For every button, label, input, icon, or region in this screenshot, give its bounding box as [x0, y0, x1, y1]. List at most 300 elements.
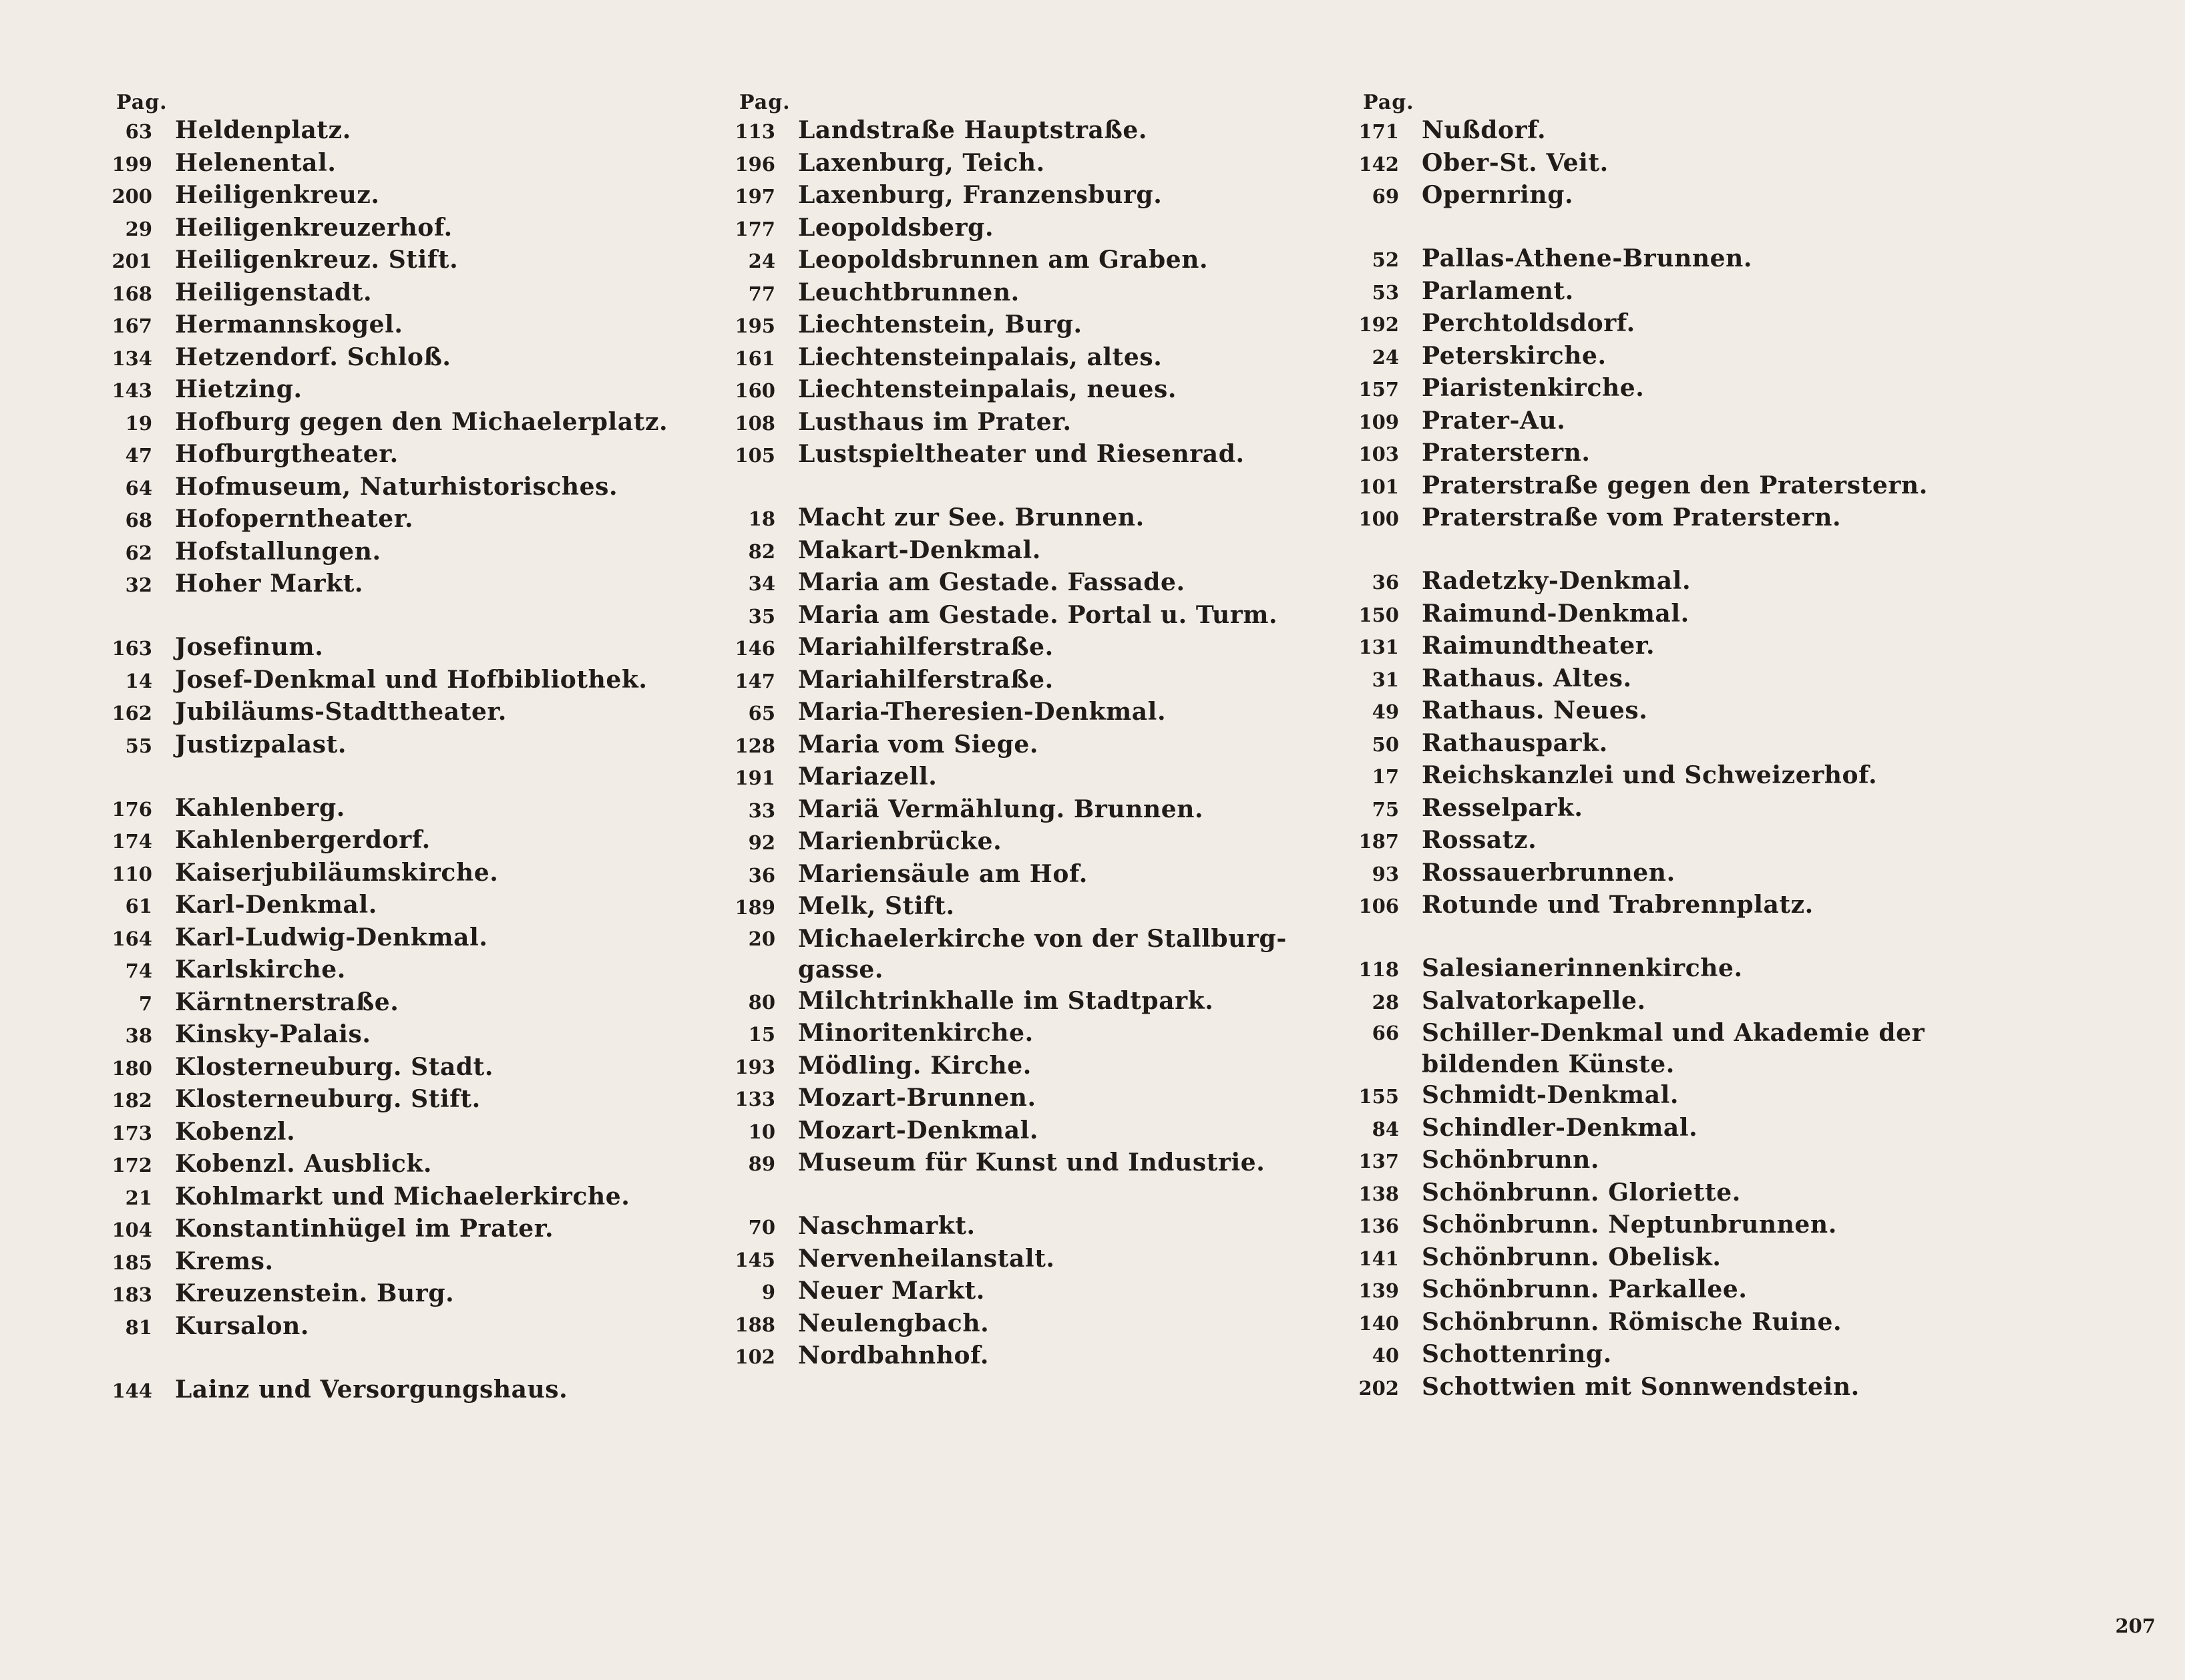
index-entry [107, 536, 708, 569]
entry-name: Michaelerkirche von der Stallburg- gasse. [798, 924, 1287, 984]
entry-page-number: 157 [1358, 378, 1399, 401]
index-entry [730, 115, 1331, 148]
entry-name: Kobenzl. Ausblick. [175, 1150, 433, 1178]
entry-name: Raimundtheater. [1422, 632, 1655, 660]
entry-name: Piaristenkirche. [1422, 374, 1645, 402]
entry-name: Rossatz. [1422, 826, 1537, 854]
entry-page-number: 33 [748, 799, 775, 822]
index-entry [730, 374, 1331, 407]
entry-page-number: 100 [1358, 507, 1399, 530]
entry-page-number: 177 [735, 217, 775, 240]
index-entry [1354, 276, 1955, 308]
index-entry [730, 761, 1331, 794]
entry-name: Lainz und Versorgungshaus. [175, 1375, 568, 1404]
entry-page-number: 102 [735, 1345, 775, 1368]
entry-page-number: 163 [112, 637, 152, 660]
index-entry [1354, 630, 1955, 663]
index-entry [107, 1019, 708, 1052]
index-entry [1354, 1112, 1955, 1145]
entry-name: Liechtensteinpalais, neues. [798, 375, 1177, 403]
index-entry [107, 342, 708, 375]
entry-name: Schottenring. [1422, 1340, 1612, 1368]
index-entry [1354, 760, 1955, 793]
entry-name: Hofoperntheater. [175, 505, 414, 533]
index-entry [1354, 953, 1955, 986]
index-entry [730, 535, 1331, 568]
entry-name: Maria vom Siege. [798, 730, 1039, 759]
entry-page-number: 64 [125, 476, 152, 499]
entry-page-number: 141 [1358, 1247, 1399, 1270]
entry-page-number: 150 [1358, 603, 1399, 626]
index-entry [1354, 1080, 1955, 1112]
index-entry [730, 664, 1331, 697]
entry-name: Kärntnerstraße. [175, 988, 399, 1016]
index-entry [107, 922, 708, 955]
entry-name: Hofburg gegen den Michaelerplatz. [175, 407, 668, 436]
entry-page-number: 108 [735, 411, 775, 435]
entry-page-number: 14 [125, 669, 152, 692]
entry-page-number: 201 [112, 250, 152, 272]
index-entry [730, 439, 1331, 471]
index-entry [107, 632, 708, 664]
index-entry [107, 825, 708, 857]
entry-page-number: 144 [112, 1379, 152, 1402]
entry-page-number: 174 [112, 830, 152, 853]
entry-name: Hetzendorf. Schloß. [175, 343, 451, 371]
entry-page-number: 84 [1372, 1117, 1399, 1140]
entry-page-number: 80 [748, 990, 775, 1014]
entry-page-number: 82 [748, 540, 775, 563]
entry-name: Mozart-Brunnen. [798, 1084, 1036, 1112]
entry-name: Leopoldsbrunnen am Graben. [798, 246, 1209, 274]
entry-page-number: 192 [1358, 313, 1399, 336]
entry-page-number: 52 [1372, 248, 1399, 271]
index-entry [1354, 373, 1955, 405]
entry-name: Ober-St. Veit. [1422, 148, 1609, 177]
column-groups [107, 115, 708, 1406]
entry-name: Landstraße Hauptstraße. [798, 116, 1148, 144]
index-entry [107, 471, 708, 504]
entry-name: Maria-Theresien-Denkmal. [798, 698, 1167, 726]
index-entry [1354, 728, 1955, 761]
pag-header: Pag. [1363, 91, 1414, 114]
entry-name: Schönbrunn. Obelisk. [1422, 1243, 1722, 1271]
group-spacer [107, 601, 708, 632]
entry-page-number: 187 [1358, 830, 1399, 853]
entry-page-number: 40 [1372, 1344, 1399, 1367]
entry-page-number: 146 [735, 637, 775, 660]
entry-page-number: 136 [1358, 1215, 1399, 1237]
entry-name: Rathaus. Altes. [1422, 664, 1632, 692]
group-spacer [1354, 535, 1955, 566]
entry-name: Konstantinhügel im Prater. [175, 1215, 554, 1243]
entry-page-number: 18 [748, 507, 775, 530]
entry-page-number: 161 [735, 347, 775, 370]
entry-page-number: 15 [748, 1023, 775, 1046]
entry-name: Heiligenkreuz. Stift. [175, 246, 459, 274]
entry-page-number: 17 [1372, 765, 1399, 788]
entry-name: Mariensäule am Hof. [798, 859, 1088, 888]
index-entry [107, 987, 708, 1020]
index-entry [1354, 793, 1955, 825]
entry-name: Krems. [175, 1247, 274, 1275]
group-spacer [1354, 212, 1955, 244]
entry-name: Kohlmarkt und Michaelerkirche. [175, 1182, 630, 1211]
entry-name: Heldenplatz. [175, 116, 351, 144]
entry-page-number: 77 [748, 282, 775, 305]
entry-name: Hietzing. [175, 375, 303, 403]
entry-name: Helenental. [175, 148, 337, 177]
entry-page-number: 29 [125, 217, 152, 240]
entry-name: Schönbrunn. Römische Ruine. [1422, 1307, 1842, 1336]
entry-name: Hofburgtheater. [175, 440, 399, 468]
entry-page-number: 32 [125, 574, 152, 596]
index-entry [730, 1147, 1331, 1180]
index-entry [107, 1148, 708, 1181]
index-entry [730, 502, 1331, 535]
entry-page-number: 62 [125, 541, 152, 564]
entry-page-number: 66 [1372, 1022, 1399, 1044]
entry-name: Maria am Gestade. Fassade. [798, 568, 1185, 596]
index-entry [730, 407, 1331, 439]
index-entry [1354, 1018, 1955, 1080]
index-entry [1354, 115, 1955, 148]
entry-page-number: 200 [112, 185, 152, 208]
index-entry [107, 1084, 708, 1116]
entry-page-number: 182 [112, 1089, 152, 1112]
index-entry [107, 1181, 708, 1214]
entry-name: Resselpark. [1422, 793, 1583, 822]
entry-name: Heiligenstadt. [175, 278, 373, 306]
entry-name: Kinsky-Palais. [175, 1020, 371, 1048]
index-entry [107, 1311, 708, 1343]
index-entry [107, 277, 708, 310]
entry-page-number: 185 [112, 1251, 152, 1274]
entry-name: Liechtensteinpalais, altes. [798, 343, 1163, 371]
index-entry [1354, 663, 1955, 696]
entry-page-number: 101 [1358, 475, 1399, 498]
index-entry [1354, 1372, 1955, 1404]
index-entry [730, 342, 1331, 375]
entry-name: Kobenzl. [175, 1117, 296, 1146]
index-entry [1354, 1339, 1955, 1372]
entry-page-number: 36 [1372, 571, 1399, 594]
entry-name: Schönbrunn. Parkallee. [1422, 1275, 1748, 1303]
index-entry [730, 567, 1331, 600]
index-entry [1354, 1209, 1955, 1242]
index-entry [1354, 243, 1955, 276]
entry-name: Kaiserjubiläumskirche. [175, 858, 499, 887]
index-entry [107, 664, 708, 697]
index-entry [107, 244, 708, 277]
entry-name: Neuer Markt. [798, 1277, 985, 1305]
entry-page-number: 196 [735, 152, 775, 176]
entry-page-number: 138 [1358, 1182, 1399, 1205]
entry-name: Radetzky-Denkmal. [1422, 567, 1692, 595]
column-groups [1354, 115, 1955, 1404]
entry-page-number: 65 [748, 702, 775, 724]
entry-name: Rathaus. Neues. [1422, 696, 1648, 724]
entry-name: Hofmuseum, Naturhistorisches. [175, 472, 618, 501]
index-entry [730, 1050, 1331, 1083]
entry-name: Praterstraße vom Praterstern. [1422, 503, 1842, 532]
index-entry [107, 793, 708, 825]
entry-name: Mödling. Kirche. [798, 1051, 1032, 1080]
index-entry [107, 1213, 708, 1246]
index-entry [730, 1243, 1331, 1276]
index-entry [730, 794, 1331, 827]
index-column-2 [730, 91, 1331, 1373]
index-entry [107, 374, 708, 407]
entry-name: Parlament. [1422, 276, 1574, 305]
entry-name: Rotunde und Trabrennplatz. [1422, 891, 1814, 919]
entry-page-number: 183 [112, 1283, 152, 1306]
entry-page-number: 134 [112, 347, 152, 370]
entry-page-number: 92 [748, 831, 775, 854]
group-spacer [730, 471, 1331, 503]
index-entry [730, 891, 1331, 923]
entry-page-number: 38 [125, 1024, 152, 1047]
index-entry [1354, 566, 1955, 598]
entry-page-number: 89 [748, 1152, 775, 1175]
entry-name: Makart-Denkmal. [798, 536, 1041, 564]
entry-page-number: 55 [125, 734, 152, 757]
index-entry [730, 826, 1331, 859]
entry-name: Mariahilferstraße. [798, 633, 1054, 661]
entry-name: Schönbrunn. [1422, 1146, 1600, 1174]
entry-page-number: 106 [1358, 895, 1399, 917]
entry-page-number: 50 [1372, 732, 1399, 756]
entry-name: Kahlenbergerdorf. [175, 826, 431, 854]
entry-name: Schönbrunn. Neptunbrunnen. [1422, 1211, 1837, 1239]
entry-name: Justizpalast. [175, 730, 347, 759]
group-spacer [107, 761, 708, 793]
entry-name: Reichskanzlei und Schweizerhof. [1422, 761, 1878, 789]
entry-page-number: 191 [735, 767, 775, 789]
index-entry [730, 1018, 1331, 1050]
entry-page-number: 160 [735, 379, 775, 402]
entry-name: Schönbrunn. Gloriette. [1422, 1178, 1741, 1207]
entry-name: Pallas-Athene-Brunnen. [1422, 244, 1753, 272]
entry-page-number: 7 [138, 992, 152, 1015]
entry-page-number: 35 [748, 604, 775, 628]
index-entry [107, 857, 708, 890]
index-entry [107, 729, 708, 762]
index-entry [1354, 1242, 1955, 1275]
entry-page-number: 109 [1358, 410, 1399, 433]
entry-name: Schindler-Denkmal. [1422, 1113, 1698, 1142]
index-entry [107, 148, 708, 180]
entry-page-number: 168 [112, 282, 152, 305]
index-entry [730, 1115, 1331, 1148]
entry-name: Mariahilferstraße. [798, 665, 1054, 694]
index-entry [107, 1116, 708, 1149]
index-entry [730, 729, 1331, 762]
index-entry [1354, 148, 1955, 180]
entry-name: Liechtenstein, Burg. [798, 310, 1082, 339]
entry-page-number: 68 [125, 509, 152, 532]
entry-page-number: 9 [761, 1281, 775, 1303]
entry-name: Kursalon. [175, 1311, 310, 1340]
entry-page-number: 173 [112, 1121, 152, 1144]
index-entry [730, 923, 1331, 986]
index-entry [107, 568, 708, 601]
index-entry [730, 986, 1331, 1018]
entry-name: Maria am Gestade. Portal u. Turm. [798, 600, 1278, 629]
entry-name: Neulengbach. [798, 1309, 990, 1337]
entry-page-number: 110 [112, 862, 152, 885]
entry-page-number: 118 [1358, 958, 1399, 981]
entry-page-number: 24 [748, 250, 775, 272]
index-entry [1354, 341, 1955, 373]
entry-page-number: 61 [125, 895, 152, 917]
index-entry [730, 309, 1331, 342]
entry-name: Leuchtbrunnen. [798, 278, 1020, 306]
entry-page-number: 147 [735, 669, 775, 692]
entry-name: Salesianerinnenkirche. [1422, 954, 1743, 982]
entry-page-number: 69 [1372, 185, 1399, 208]
index-column-1 [107, 91, 708, 1406]
entry-name: Mariazell. [798, 763, 938, 791]
entry-page-number: 176 [112, 797, 152, 821]
entry-name: Josefinum. [175, 633, 324, 661]
index-entry [107, 439, 708, 471]
group-spacer [1354, 922, 1955, 954]
entry-page-number: 142 [1358, 152, 1399, 176]
entry-name: Schmidt-Denkmal. [1422, 1081, 1679, 1109]
entry-page-number: 47 [125, 444, 152, 467]
index-entry [730, 1308, 1331, 1341]
index-entry [730, 244, 1331, 277]
entry-page-number: 143 [112, 379, 152, 402]
index-entry [107, 212, 708, 245]
entry-page-number: 28 [1372, 990, 1399, 1014]
entry-page-number: 193 [735, 1055, 775, 1078]
entry-page-number: 24 [1372, 345, 1399, 369]
index-entry [1354, 180, 1955, 212]
entry-name: Schiller-Denkmal und Akademie der bildenden Künste. [1422, 1019, 1925, 1078]
index-entry [1354, 857, 1955, 890]
entry-page-number: 128 [735, 734, 775, 757]
entry-page-number: 145 [735, 1248, 775, 1271]
index-entry [107, 1374, 708, 1407]
index-entry [730, 632, 1331, 664]
index-entry [107, 1052, 708, 1084]
entry-name: Marienbrücke. [798, 827, 1002, 855]
entry-page-number: 139 [1358, 1279, 1399, 1302]
entry-name: Lustspieltheater und Riesenrad. [798, 440, 1245, 468]
entry-name: Klosterneuburg. Stadt. [175, 1052, 494, 1081]
entry-page-number: 19 [125, 411, 152, 435]
pag-header: Pag. [116, 91, 168, 114]
pag-header: Pag. [739, 91, 791, 114]
column-groups [730, 115, 1331, 1373]
group-spacer [730, 1180, 1331, 1211]
entry-page-number: 113 [735, 120, 775, 143]
entry-page-number: 103 [1358, 443, 1399, 465]
entry-name: Hermannskogel. [175, 310, 403, 339]
entry-name: Rossauerbrunnen. [1422, 858, 1675, 887]
entry-page-number: 131 [1358, 636, 1399, 658]
entry-page-number: 49 [1372, 700, 1399, 723]
index-entry [730, 600, 1331, 632]
index-entry [107, 1246, 708, 1279]
entry-name: Karl-Denkmal. [175, 891, 377, 919]
entry-page-number: 74 [125, 960, 152, 982]
index-entry [1354, 598, 1955, 631]
entry-page-number: 75 [1372, 797, 1399, 821]
entry-page-number: 133 [735, 1088, 775, 1110]
group-spacer [107, 1343, 708, 1374]
index-entry [1354, 1307, 1955, 1339]
entry-page-number: 167 [112, 314, 152, 337]
index-entry [1354, 437, 1955, 470]
index-entry [1354, 889, 1955, 922]
index-entry [1354, 825, 1955, 857]
entry-page-number: 81 [125, 1315, 152, 1339]
entry-name: Karl-Ludwig-Denkmal. [175, 923, 488, 952]
index-entry [730, 277, 1331, 310]
entry-name: Nervenheilanstalt. [798, 1244, 1055, 1273]
index-entry [107, 180, 708, 212]
index-entry [730, 1340, 1331, 1373]
entry-page-number: 155 [1358, 1085, 1399, 1108]
entry-name: Nußdorf. [1422, 116, 1547, 144]
page-number: 207 [2115, 1615, 2156, 1637]
entry-page-number: 53 [1372, 280, 1399, 304]
entry-name: Peterskirche. [1422, 341, 1607, 370]
entry-name: Mozart-Denkmal. [798, 1116, 1039, 1144]
entry-page-number: 199 [112, 152, 152, 176]
index-entry [1354, 986, 1955, 1018]
entry-page-number: 195 [735, 314, 775, 337]
entry-page-number: 189 [735, 896, 775, 919]
entry-page-number: 162 [112, 702, 152, 724]
entry-name: Klosterneuburg. Stift. [175, 1085, 481, 1113]
index-entry [1354, 1144, 1955, 1177]
entry-name: Mariä Vermählung. Brunnen. [798, 795, 1204, 823]
entry-name: Minoritenkirche. [798, 1019, 1034, 1047]
entry-name: Heiligenkreuz. [175, 181, 380, 209]
index-entry [107, 954, 708, 987]
index-entry [107, 115, 708, 148]
entry-name: Laxenburg, Teich. [798, 148, 1045, 177]
entry-name: Rathauspark. [1422, 728, 1608, 757]
entry-name: Praterstern. [1422, 439, 1591, 467]
entry-name: Melk, Stift. [798, 892, 955, 920]
entry-name: Leopoldsberg. [798, 213, 994, 242]
index-entry [107, 889, 708, 922]
entry-name: Nordbahnhof. [798, 1341, 990, 1370]
index-entry [107, 309, 708, 342]
entry-page-number: 171 [1358, 120, 1399, 143]
entry-name: Kreuzenstein. Burg. [175, 1279, 455, 1307]
index-entry [1354, 308, 1955, 341]
entry-name: Salvatorkapelle. [1422, 986, 1646, 1015]
entry-name: Perchtoldsdorf. [1422, 309, 1635, 337]
entry-page-number: 104 [112, 1219, 152, 1241]
entry-name: Hofstallungen. [175, 537, 381, 566]
entry-name: Prater-Au. [1422, 406, 1566, 435]
entry-name: Milchtrinkhalle im Stadtpark. [798, 986, 1214, 1015]
entry-page-number: 10 [748, 1120, 775, 1143]
index-entry [730, 1211, 1331, 1243]
index-entry [1354, 502, 1955, 535]
entry-name: Hoher Markt. [175, 570, 364, 598]
index-entry [1354, 470, 1955, 503]
entry-name: Naschmarkt. [798, 1212, 976, 1240]
entry-page-number: 197 [735, 185, 775, 208]
